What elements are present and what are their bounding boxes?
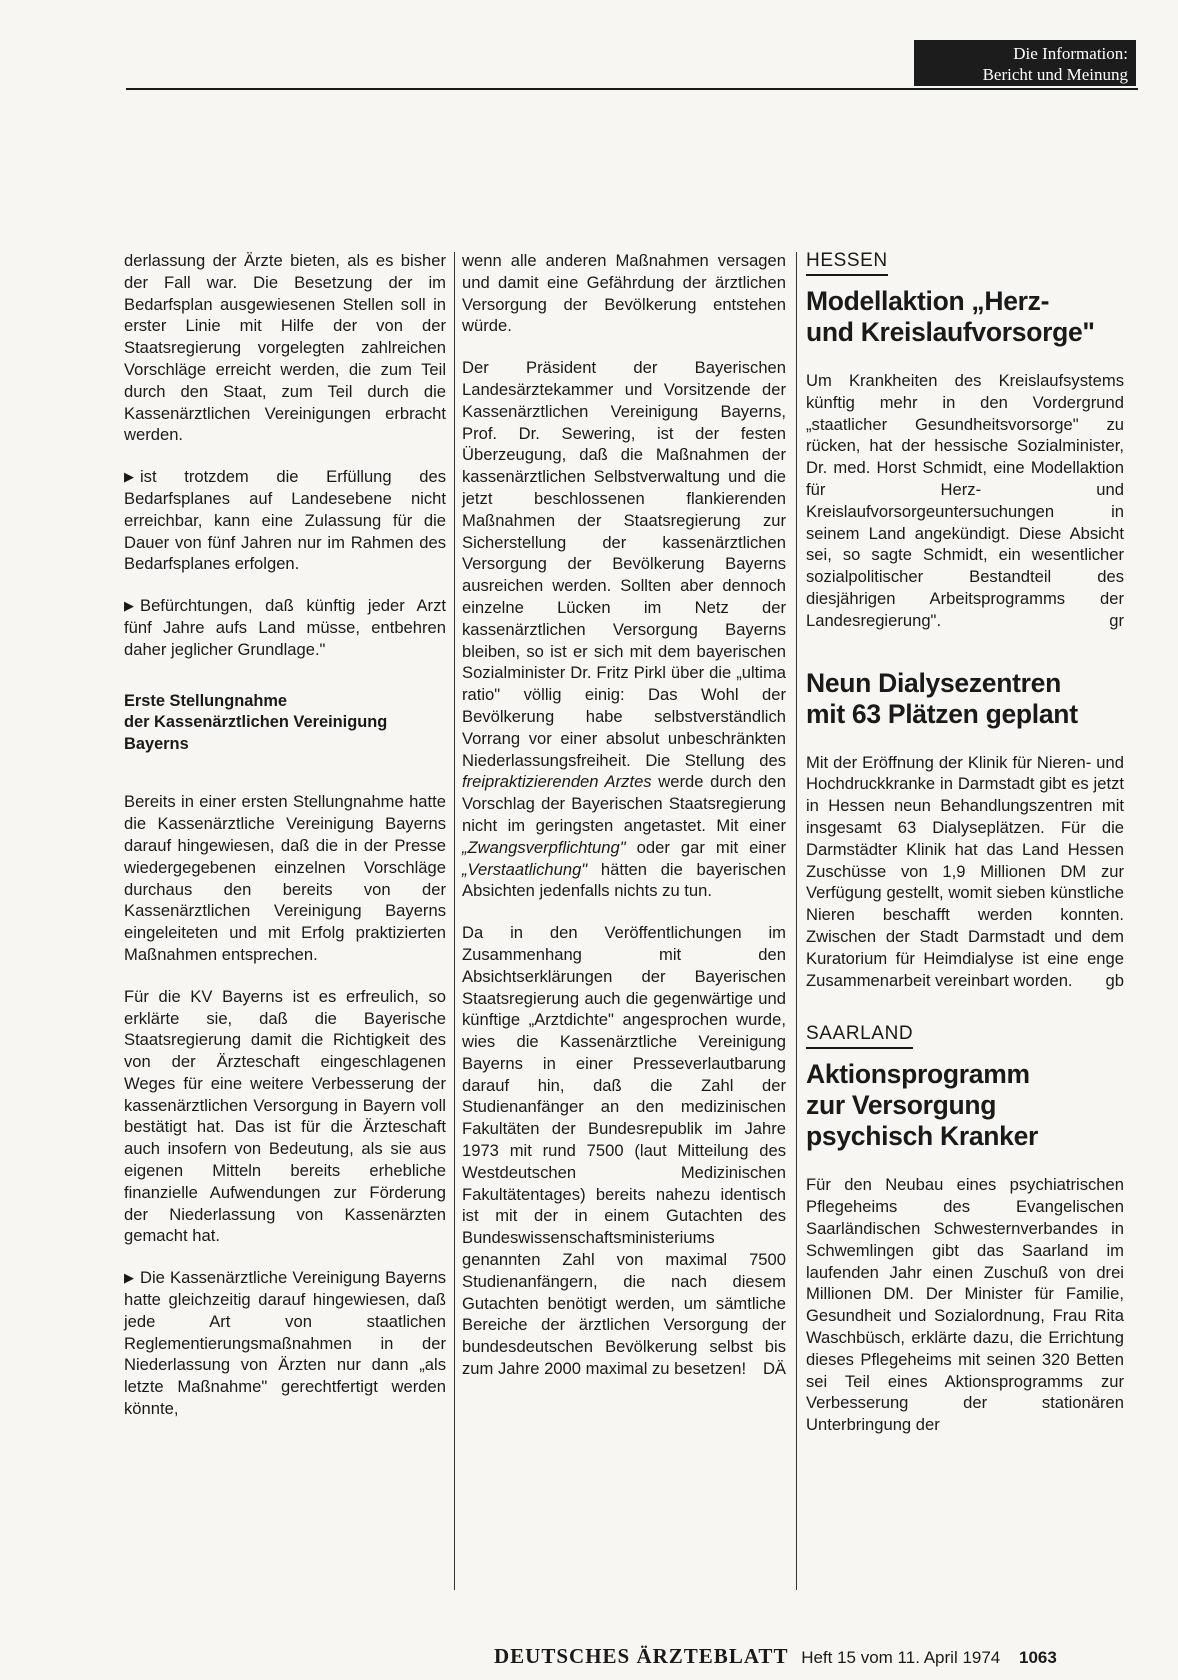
text-run: Mit der Eröffnung der Klinik für Nieren- und Hochdruckkranke in Darmstadt gibt es jetzt in Hessen neun Behandlungszentren mit insgesamt 63 Dialyseplätzen. Für die Darmstädter Klinik hat das Land Hessen Zuschüsse von 1,9 Millionen DM zur Verfügung gestellt, womit sieben künstliche Nieren beschafft werden konnten. Zwischen der Stadt Darmstadt und dem Kuratorium für Heimdialyse ist eine enge Zusammenarbeit vereinbart worden.: [806, 752, 1124, 990]
author-signature: gr: [1109, 610, 1124, 630]
text-run: Da in den Veröffentlichungen im Zusammenhang mit den Absichtserklärungen der Bayerischen Staatsregierung auch die gegenwärtige und künftige „Arztdichte" angesprochen wurde, wies die Kassenärztliche Vereinigung Bayerns in einer Presseverlautbarung darauf hin, daß die Zahl der Studienanfänger an den medizinischen Fakultäten der Bundesrepublik im Jahre 1973 mit rund 7500 (laut Mitteilung des Westdeutschen Medizinischen Fakultätentages) bereits nahezu identisch ist mit der in einem Gutachten des Bundeswissenschaftsministeriums genannten Zahl von maximal 7500 Studienanfängern, die nach diesem Gutachten benötigt werden, um sämtliche Bereiche der ärztlichen Versorgung der bundesdeutschen Bevölkerung selbst bis zum Jahre 2000 maximal zu besetzen!: [462, 923, 786, 1379]
section-tag-line1: Die Information:: [1013, 44, 1128, 63]
text-run: oder gar mit einer: [625, 837, 786, 857]
bullet-paragraph: [124, 466, 446, 575]
paragraph: Für die KV Bayerns ist es erfreulich, so erklärte sie, daß die Bayerische Staatsregierung damit die Richtigkeit des von der Ärzteschaft eingeschlagenen Weges für eine weitere Verbesserung der kassenärztlichen Versorgung in Bayern voll bestätigt hat. Das ist für die Ärzteschaft auch insofern von Bedeutung, als sie aus eigenen Mitteln bereits erhebliche finanzielle Aufwendungen zur Förderung der Niederlassung von Kassenärzten gemacht hat.: [124, 986, 446, 1246]
column-middle: [462, 250, 786, 1400]
section-tag-line2: Bericht und Meinung: [982, 65, 1128, 84]
bullet-paragraph: [124, 595, 446, 660]
region-label: HESSEN: [806, 250, 888, 276]
text-run: Der Präsident der Bayerischen Landesärztekammer und Vorsitzende der Kassenärztlichen Vereinigung Bayerns, Prof. Dr. Sewering, ist der festen Überzeugung, daß die Maßnahmen der kassenärztlichen Selbstverwaltung und die jetzt beschlossenen flankierenden Maßnahmen der Staatsregierung zur Sicherstellung der kassenärztlichen Versorgung der Bevölkerung Bayerns ausreichen werden. Sollten aber dennoch einzelne Lücken im Netz der kassenärztlichen Versorgung Bayerns bleiben, so ist er sich mit dem bayerischen Sozialminister Dr. Fritz Pirkl über die „ultima ratio" völlig einig: Das Wohl der Bevölkerung habe selbstverständlich Vorrang vor einer absolut unbeschränkten Niederlassungsfreiheit. Die Stellung des: [462, 358, 786, 770]
page-footer: [494, 1644, 1057, 1669]
emphasis: „Verstaatlichung": [462, 859, 588, 879]
paragraph-text: Die Kassenärztliche Vereinigung Bayerns hatte gleichzeitig darauf hingewiesen, daß jede Art von staatlichen Reglementierungsmaßnahmen in der Niederlassung von Ärzten nur dann „als letzte Maßnahme" gerechtfertigt werden könnte,: [124, 1268, 446, 1419]
paragraph: [462, 922, 786, 1380]
article-headline: [806, 668, 1124, 730]
headline-line: psychisch Kranker: [806, 1121, 1039, 1152]
headline-line: Aktionsprogramm: [806, 1059, 1030, 1090]
headline-line: zur Versorgung: [806, 1090, 997, 1121]
column-divider: [796, 252, 797, 1590]
paragraph: Für den Neubau eines psychiatrischen Pflegeheims des Evangelischen Saarländischen Schwesternverbandes in Schwemlingen gibt das Saarland im laufenden Jahr einen Zuschuß von drei Millionen DM. Der Minister für Familie, Gesundheit und Sozialordnung, Frau Rita Waschbüsch, erklärte dazu, die Errichtung dieses Pflegeheims mit seinen 320 Betten sei Teil eines Aktionsprogramms zur Verbesserung der stationären Unterbringung der: [806, 1175, 1124, 1435]
emphasis: „Zwangsverpflichtung": [462, 837, 626, 857]
column-divider: [454, 252, 455, 1590]
text-run: hätten die bayerischen Absichten jedenfalls nichts zu tun.: [462, 859, 786, 901]
subheading-line: Erste Stellungnahme: [124, 691, 288, 710]
subheading: [124, 691, 446, 756]
paragraph: [462, 357, 786, 902]
paragraph: [806, 752, 1124, 992]
bullet-paragraph: [124, 1267, 446, 1420]
paragraph: [806, 370, 1124, 632]
journal-masthead: DEUTSCHES ÄRZTEBLATT: [494, 1644, 789, 1668]
header-rule: [126, 88, 1138, 90]
author-signature: gb: [1105, 970, 1124, 990]
paragraph-text: ist trotzdem die Erfüllung des Bedarfsplanes auf Landesebene nicht erreichbar, kann eine Zulassung für die Dauer von fünf Jahren nur im Rahmen des Bedarfsplanes erfolgen.: [124, 467, 446, 574]
headline-line: mit 63 Plätzen geplant: [806, 698, 1078, 729]
paragraph: Bereits in einer ersten Stellungnahme hatte die Kassenärztliche Vereinigung Bayerns darauf hingewiesen, daß die in der Presse wiedergegebenen einzelnen Vorschläge durchaus den bereits von der Kassenärztlichen Vereinigung Bayerns eingeleiteten und mit Erfolg praktizierten Maßnahmen entsprechen.: [124, 792, 446, 964]
article-headline: [806, 1059, 1124, 1152]
headline-line: und Kreislaufvorsorge": [806, 317, 1095, 347]
subheading-line: der Kassenärztlichen Vereinigung: [124, 713, 388, 732]
triangle-right-icon: ▶: [124, 598, 134, 614]
subheading-line: Bayerns: [124, 734, 189, 753]
section-tag: [914, 40, 1136, 86]
issue-info: Heft 15 vom 11. April 1974: [801, 1648, 1001, 1667]
text-run: werde durch den Vorschlag der Bayerischen Staatsregierung nicht im geringsten angetastet. Mit einer: [462, 772, 786, 835]
page-number: 1063: [1019, 1648, 1057, 1667]
paragraph-text: Befürchtungen, daß künftig jeder Arzt fünf Jahre aufs Land müsse, entbehren daher jeglicher Grundlage.": [124, 596, 446, 659]
headline-line: Modellaktion „Herz-: [806, 286, 1050, 316]
paragraph: derlassung der Ärzte bieten, als es bisher der Fall war. Die Besetzung der im Bedarfsplan ausgewiesenen Stellen soll in erster Linie mit Hilfe der von der Staatsregierung vorgelegten zahlreichen Vorschläge erreicht werden, die zum Teil durch den Staat, zum Teil durch die Kassenärztlichen Vereinigungen erbracht werden.: [124, 251, 446, 445]
region-label: SAARLAND: [806, 1023, 913, 1049]
text-run: Um Krankheiten des Kreislaufsystems künftig mehr in den Vordergrund „staatlicher Gesundheitsvorsorge" zu rücken, hat der hessische Sozialminister, Dr. med. Horst Schmidt, eine Modellaktion für Herz- und Kreislaufvorsorgeuntersuchungen in seinem Land angekündigt. Diese Absicht sei, so sagte Schmidt, ein wesentlicher sozialpolitischer Bestandteil des diesjährigen Arbeitsprogramms der Landesregierung".: [806, 371, 1124, 630]
emphasis: freipraktizierenden Arztes: [462, 772, 652, 792]
paragraph: wenn alle anderen Maßnahmen versagen und damit eine Gefährdung der ärztlichen Versorgung der Bevölkerung entstehen würde.: [462, 251, 786, 336]
column-left: [124, 250, 446, 1440]
triangle-right-icon: ▶: [124, 469, 134, 485]
author-signature: DÄ: [762, 1359, 786, 1379]
article-headline: [806, 286, 1124, 348]
column-right: [806, 250, 1124, 1456]
headline-line: Neun Dialysezentren: [806, 667, 1061, 698]
triangle-right-icon: ▶: [124, 1270, 134, 1286]
